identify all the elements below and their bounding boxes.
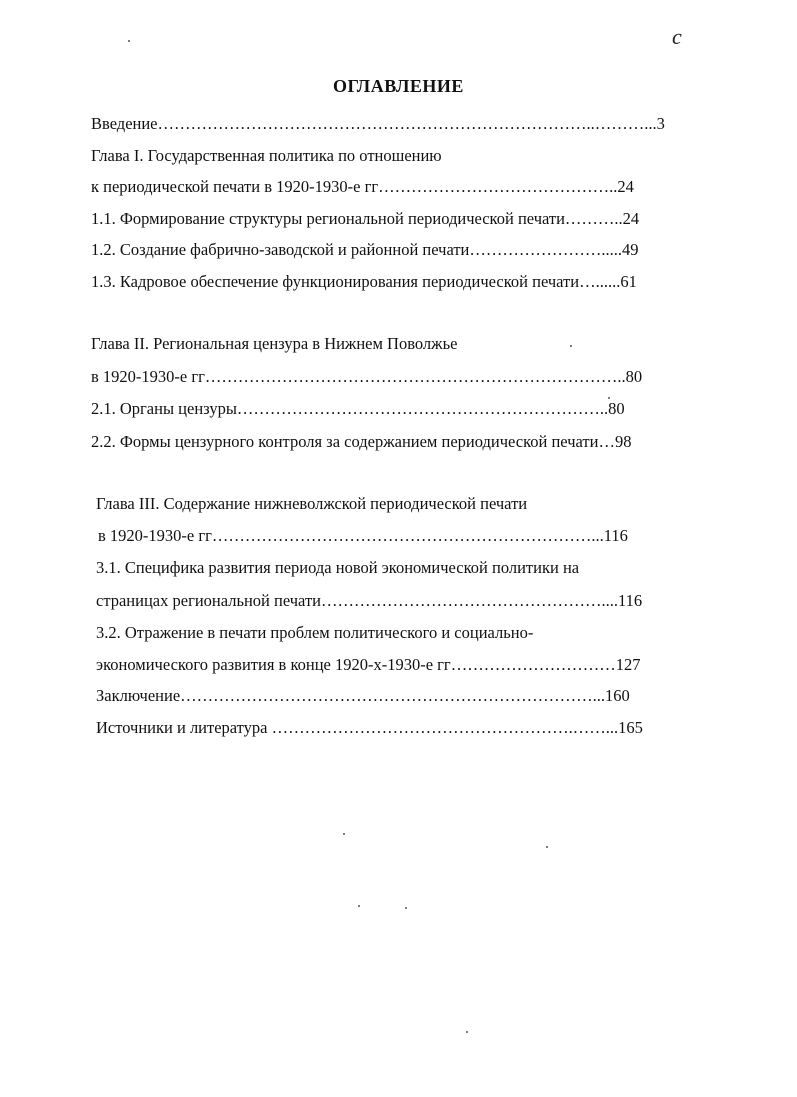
toc-entry-1-1: 1.1. Формирование структуры региональной периодической печати………..24: [91, 209, 640, 228]
scan-speck: [546, 846, 548, 848]
toc-entry-1-3: 1.3. Кадровое обеспечение функционирования периодической печати…......61: [91, 272, 637, 291]
toc-entry-conclusion: Заключение…………………………………………………………………...160: [96, 686, 630, 705]
toc-entry-3-2: 3.2. Отражение в печати проблем политического и социально-: [96, 623, 534, 642]
toc-entry-2-1: 2.1. Органы цензуры…………………………………………………………..80: [91, 399, 625, 418]
toc-chapter-2-title-cont: в 1920-1930-е гг…………………………………………………………………..80: [91, 367, 643, 386]
scan-speck: [128, 40, 130, 42]
toc-chapter-3-title: Глава III. Содержание нижневолжской периодической печати: [96, 494, 528, 513]
scan-speck: [570, 345, 572, 347]
page-title: ОГЛАВЛЕНИЕ: [333, 76, 464, 96]
toc-entry-3-1-cont: страницах региональной печати……………………………………………....116: [96, 591, 643, 610]
toc-entry-3-1: 3.1. Специфика развития периода новой экономической политики на: [96, 558, 580, 577]
toc-entry-1-2: 1.2. Создание фабрично-заводской и районной печати…………………….....49: [91, 240, 639, 259]
handwritten-corner-mark: с: [672, 24, 682, 49]
toc-chapter-1-title: Глава I. Государственная политика по отношению: [91, 146, 442, 165]
scan-speck: [343, 833, 345, 835]
toc-entry-introduction: Введение……………………………………………………………………..………...3: [91, 114, 665, 133]
toc-entry-sources: Источники и литература ……………………………………………….……...165: [96, 718, 643, 737]
toc-chapter-2-title: Глава II. Региональная цензура в Нижнем Поволжье: [91, 334, 458, 353]
toc-chapter-3-title-cont: в 1920-1930-е гг……………………………………………………………...116: [98, 526, 628, 545]
toc-entry-2-2: 2.2. Формы цензурного контроля за содержанием периодической печати…98: [91, 432, 632, 451]
scan-speck: [466, 1031, 468, 1033]
toc-chapter-1-title-cont: к периодической печати в 1920-1930-е гг……………………………………..24: [91, 177, 634, 196]
scan-speck: [358, 905, 360, 907]
scan-speck: [405, 907, 407, 909]
toc-entry-3-2-cont: экономического развития в конце 1920-х-1930-е гг…………………………127: [96, 655, 641, 674]
